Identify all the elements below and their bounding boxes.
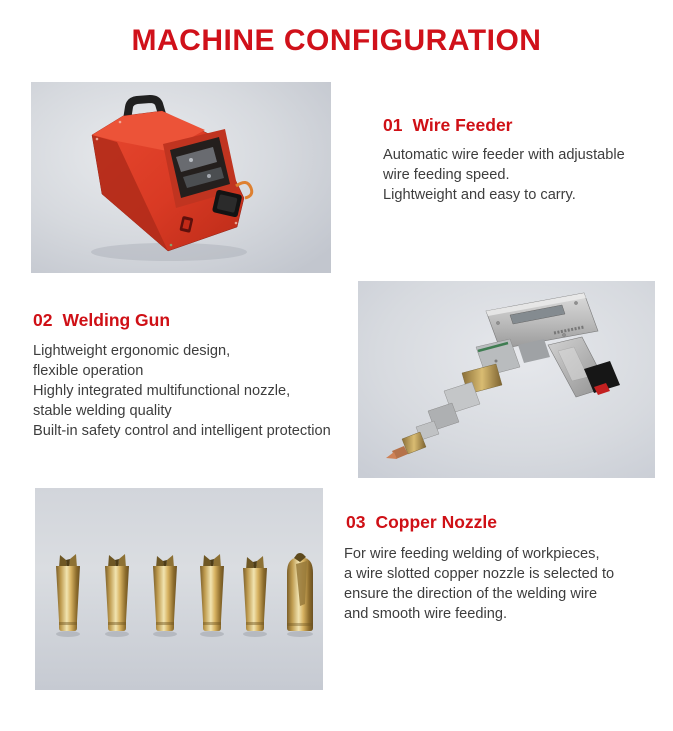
body-line: and smooth wire feeding. — [344, 606, 508, 622]
slotted-nozzle-4 — [200, 554, 224, 637]
body-line: wire feeding speed. — [383, 167, 510, 183]
section-name: Wire Feeder — [412, 115, 513, 135]
section-body-copper-nozzle — [344, 544, 614, 624]
section-number: 02 — [33, 310, 53, 330]
slotted-nozzle-5 — [243, 556, 267, 637]
section-heading-welding-gun — [33, 310, 170, 331]
section-name: Welding Gun — [62, 310, 171, 330]
section-number: 01 — [383, 115, 403, 135]
body-line: a wire slotted copper nozzle is selected to — [344, 566, 615, 582]
round-nozzle-6 — [287, 553, 313, 637]
section-name: Copper Nozzle — [375, 512, 498, 532]
wire-feeder-photo — [31, 82, 331, 273]
section-body-welding-gun — [33, 341, 331, 441]
section-number: 03 — [346, 512, 366, 532]
section-heading-copper-nozzle — [346, 512, 497, 533]
welding-gun-photo — [358, 281, 655, 478]
body-line: Lightweight ergonomic design, — [33, 343, 231, 359]
body-line: Highly integrated multifunctional nozzle, — [33, 383, 291, 399]
copper-nozzles-illustration — [35, 488, 323, 690]
body-line: Automatic wire feeder with adjustable — [383, 147, 625, 163]
slotted-nozzle-2 — [105, 554, 129, 637]
body-line: flexible operation — [33, 363, 144, 379]
body-line: For wire feeding welding of workpieces, — [344, 546, 600, 562]
section-body-wire-feeder — [383, 145, 625, 205]
slotted-nozzle-1 — [56, 554, 80, 637]
wire-feeder-illustration — [31, 82, 331, 273]
copper-nozzle-photo — [35, 488, 323, 690]
body-line: Lightweight and easy to carry. — [383, 187, 576, 203]
body-line: ensure the direction of the welding wire — [344, 586, 598, 602]
body-line: stable welding quality — [33, 403, 172, 419]
page-title: MACHINE CONFIGURATION — [131, 24, 542, 57]
section-heading-wire-feeder — [383, 115, 513, 136]
welding-gun-illustration — [358, 281, 655, 478]
body-line: Built-in safety control and intelligent protection — [33, 423, 331, 439]
slotted-nozzle-3 — [153, 555, 177, 637]
